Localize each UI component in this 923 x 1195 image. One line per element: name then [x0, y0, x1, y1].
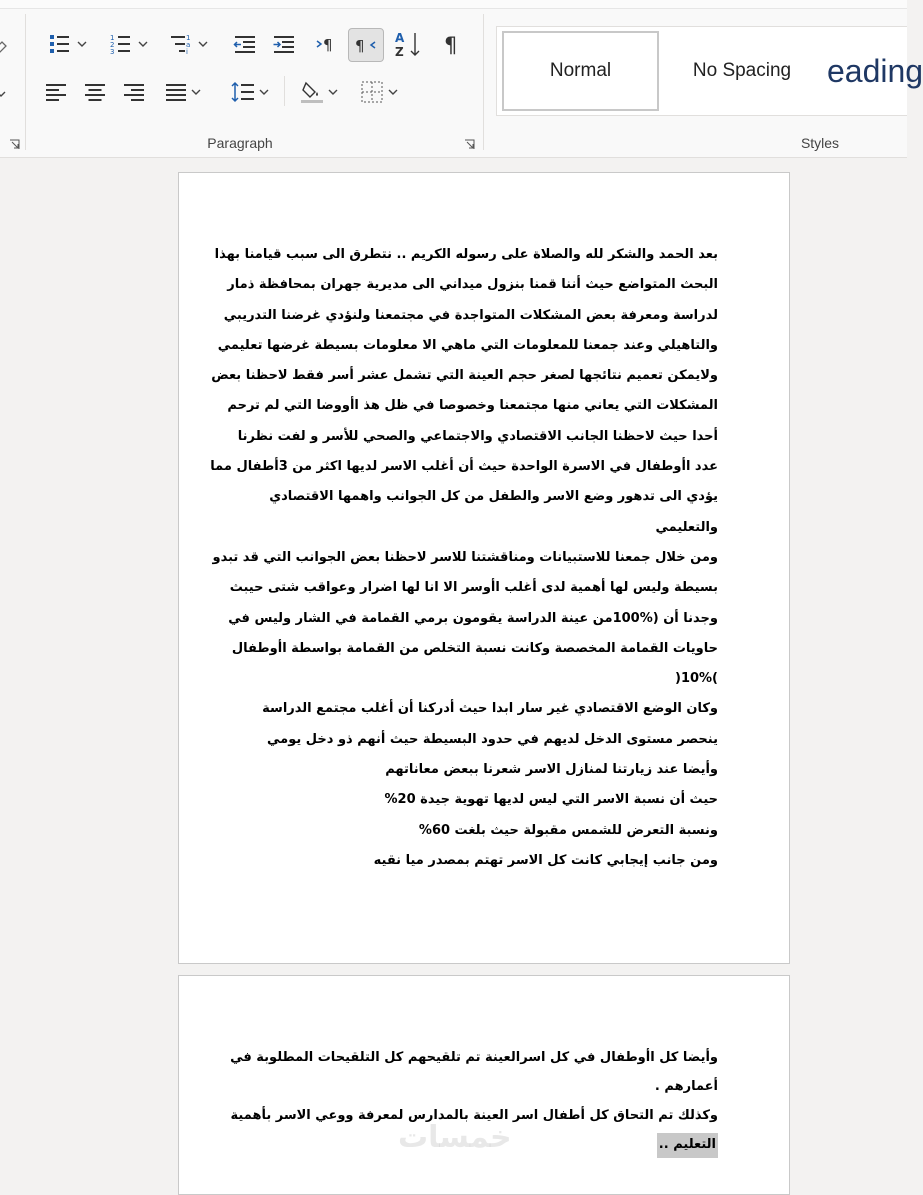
page-1-body-text[interactable]: [210, 240, 718, 876]
style-normal[interactable]: [502, 31, 659, 111]
shading-button[interactable]: [293, 78, 343, 106]
text-line: البحث المتواضع حيث أننا قمنا بنزول ميداني الى مديرية جهران بمحافظة ذمار: [227, 277, 718, 293]
multilevel-list-button[interactable]: [163, 30, 213, 58]
ribbon: [0, 0, 923, 158]
line-spacing-button[interactable]: [225, 78, 273, 106]
bullets-button[interactable]: [42, 30, 92, 58]
numbering-button[interactable]: [103, 30, 153, 58]
align-left-button[interactable]: [42, 78, 70, 106]
decrease-indent-icon: [233, 33, 257, 55]
align-left-icon: [44, 81, 68, 103]
bullets-icon: [48, 32, 74, 56]
watermark-logo: خمسات: [398, 1120, 512, 1155]
style-no-spacing-label: No Spacing: [692, 60, 792, 81]
style-normal-label: Normal: [549, 60, 612, 81]
right-to-left-icon: [353, 34, 379, 56]
document-page-2[interactable]: [178, 975, 790, 1195]
text-line: وأيضا كل اأوطفال في كل اسرالعينة تم تلقيحهم كل التلقيحات المطلوبة في: [230, 1050, 718, 1065]
svg-text:3: 3: [109, 48, 114, 56]
text-line: ينحصر مستوى الدخل لديهم في حدود البسيطة حيث أنهم ذو دخل يومي: [267, 731, 718, 747]
align-right-icon: [122, 81, 146, 103]
paragraph-dialog-launcher-icon[interactable]: [464, 139, 475, 150]
text-line: ومن خلال جمعنا للاستبيانات ومناقشتنا للاسر لاحظنا بعض الجوانب التي قد تبدو: [212, 549, 718, 565]
line-spacing-icon: [230, 80, 256, 104]
svg-text:a: a: [185, 41, 190, 49]
svg-text:1: 1: [109, 34, 114, 42]
borders-icon: [359, 80, 385, 104]
text-line: وكان الوضع الاقتصادي غير سار ابدا حيث أدركنا أن أغلب مجتمع الدراسة: [262, 701, 718, 717]
text-line: ومن جانب إيجابي كانت كل الاسر تهتم بمصدر ميا نقيه: [373, 852, 718, 868]
show-formatting-marks-button[interactable]: [438, 30, 466, 58]
text-line: عدد اأوطفال في الاسرة الواحدة حيث أن أغلب الاسر لديها اكثر من 3أطفال مما: [210, 459, 718, 475]
text-line: ونسبة التعرض للشمس مقبولة حيث بلغت 60%: [418, 822, 718, 838]
multilevel-list-icon: [169, 32, 195, 56]
style-heading[interactable]: [827, 31, 923, 111]
shading-icon: [299, 79, 325, 105]
svg-text:1: 1: [185, 34, 190, 42]
text-line: وكذلك تم التحاق كل أطفال اسر العينة بالمدارس لمعرفة ووعي الاسر بأهمية: [230, 1108, 718, 1123]
text-line: حاويات القمامة المخصصة وكانت نسبة التخلص من القمامة بواسطة اأوطفال: [231, 640, 718, 656]
styles-group-label: Styles: [800, 135, 840, 151]
chevron-down-icon: [198, 40, 208, 48]
text-line: المشكلات التي يعاني منها مجتمعنا وخصوصا في ظل هذ اأووضا التي لم ترحم: [227, 398, 718, 414]
chevron-down-icon: [138, 40, 148, 48]
chevron-down-icon: [259, 88, 269, 96]
align-center-icon: [83, 81, 107, 103]
toolbar-separator: [284, 76, 285, 106]
font-dialog-launcher-icon[interactable]: [9, 139, 20, 150]
text-line: وأيضا عند زيارتنا لمنازل الاسر شعرنا ببعض معاناتهم: [385, 762, 718, 778]
numbering-icon: [109, 32, 135, 56]
text-line: أحدا حيث لاحظنا الجانب الاقتصادي والاجتماعي والصحي للأسر و لفت نظرنا: [237, 428, 718, 444]
selected-text[interactable]: التعليم ..: [657, 1133, 718, 1158]
chevron-down-icon: [388, 88, 398, 96]
left-to-right-button[interactable]: [312, 30, 342, 58]
text-line: أعمارهم .: [654, 1079, 718, 1094]
text-line: )10%(: [675, 671, 718, 687]
align-right-button[interactable]: [120, 78, 148, 106]
justify-icon: [164, 81, 188, 103]
paragraph-group-label: Paragraph: [207, 135, 273, 151]
style-heading-label: eading: [827, 52, 923, 89]
pilcrow-icon: [442, 32, 462, 56]
text-line: والتاهيلي وعند جمعنا للمعلومات التي ماهي الا معلومات بسيطة غرضها تعليمي: [217, 337, 718, 353]
document-page-1[interactable]: [178, 172, 790, 964]
group-separator: [25, 14, 26, 150]
increase-indent-icon: [272, 33, 296, 55]
svg-text:Z: Z: [395, 45, 404, 59]
svg-text:¶: ¶: [444, 33, 458, 57]
text-line: ولايمكن تعميم نتائجها لصغر حجم العينة التي تشمل عشر أسر فقط لاحظنا بعض: [211, 368, 718, 384]
svg-text:¶: ¶: [355, 37, 365, 55]
text-line: وجدنا أن (%100من عينة الدراسة يقومون برمي القمامة في الشار وليس في: [228, 610, 718, 626]
text-line: حيث أن نسبة الاسر التي ليس لديها تهوية جيدة 20%: [384, 792, 718, 808]
text-line: بسيطة وليس لها أهمية لدى أغلب اأوسر الا انا لها اضرار وعواقب شتى حيبث: [229, 580, 718, 596]
chevron-down-icon[interactable]: [0, 80, 8, 108]
align-center-button[interactable]: [81, 78, 109, 106]
sort-icon: [393, 29, 423, 59]
text-line: لدراسة ومعرفة بعض المشكلات المتواجدة في مجتمعنا ولنؤدي غرضنا التدريبي: [223, 307, 718, 323]
styles-gallery: [496, 26, 923, 116]
svg-text:i: i: [185, 48, 188, 56]
style-no-spacing[interactable]: [667, 31, 817, 111]
text-line: يؤدي الى تدهور وضع الاسر والطفل من كل الجوانب واهمها الاقتصادي: [269, 489, 718, 505]
clear-formatting-icon[interactable]: [0, 34, 10, 62]
text-line: والتعليمي: [655, 519, 718, 535]
chevron-down-icon: [328, 88, 338, 96]
left-to-right-icon: [314, 33, 340, 55]
chevron-down-icon: [77, 40, 87, 48]
ribbon-top-border: [0, 0, 907, 9]
sort-button[interactable]: [392, 28, 424, 60]
chevron-down-icon: [191, 88, 201, 96]
svg-text:¶: ¶: [323, 36, 333, 54]
right-to-left-button[interactable]: [348, 28, 384, 62]
decrease-indent-button[interactable]: [231, 30, 259, 58]
justify-button[interactable]: [158, 78, 206, 106]
text-line: بعد الحمد والشكر لله والصلاة على رسوله الكريم .. نتطرق الى سبب قيامنا بهذا: [214, 247, 718, 262]
svg-text:2: 2: [109, 41, 114, 49]
increase-indent-button[interactable]: [270, 30, 298, 58]
borders-button[interactable]: [353, 78, 403, 106]
svg-text:A: A: [395, 31, 405, 45]
group-separator: [483, 14, 484, 150]
